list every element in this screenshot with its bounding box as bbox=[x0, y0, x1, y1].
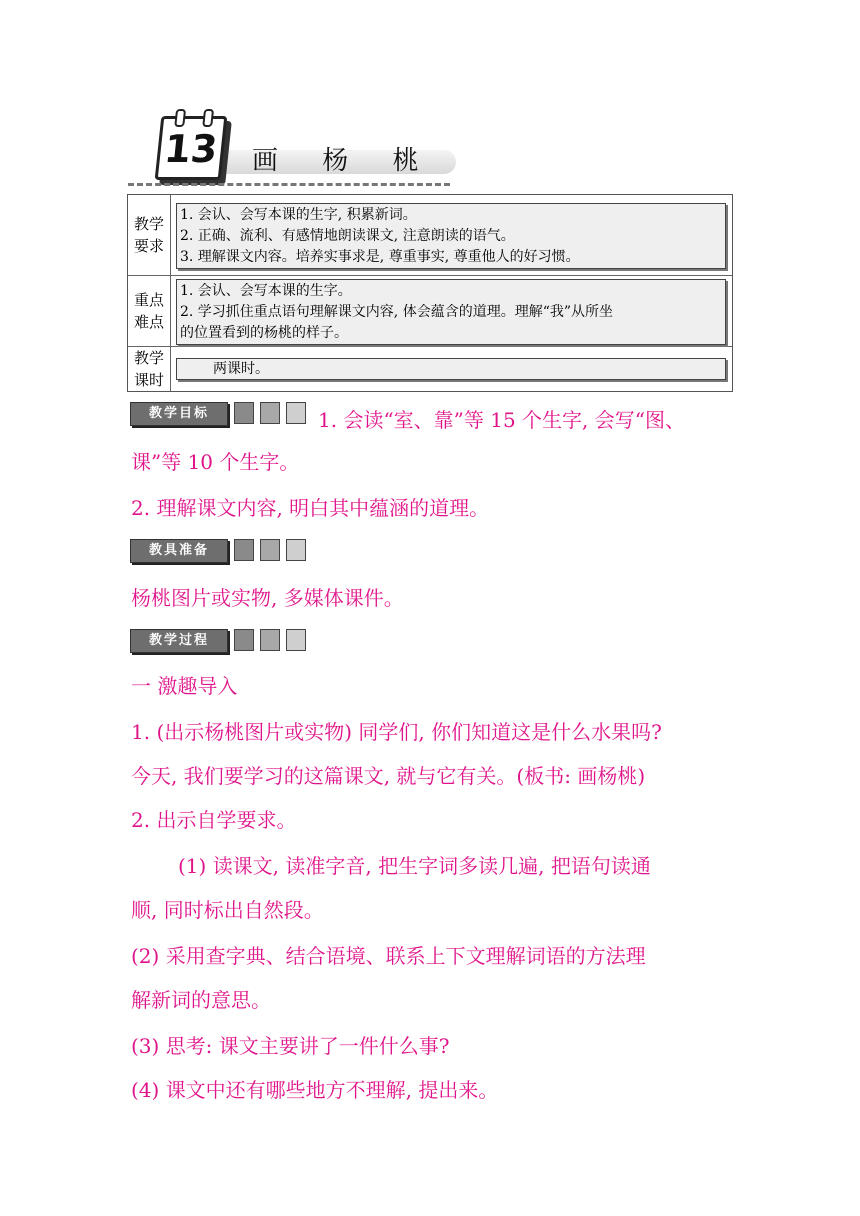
lesson-title: 画 杨 桃 bbox=[252, 146, 437, 176]
goal-item: 2. 理解课文内容, 明白其中蕴涵的道理。 bbox=[131, 496, 490, 520]
process-line: 1. (出示杨桃图片或实物) 同学们, 你们知道这是什么水果吗? bbox=[131, 720, 662, 744]
requirements-box bbox=[176, 203, 726, 269]
lesson-number: 13 bbox=[162, 127, 220, 171]
process-line: (1) 读课文, 读准字音, 把生字词多读几遍, 把语句读通 bbox=[178, 854, 651, 878]
class-hours-box bbox=[176, 358, 726, 380]
key-point-item: 2. 学习抓住重点语句理解课文内容, 体会蕴含的道理。理解“我”从所坐 bbox=[180, 304, 614, 320]
banner-square bbox=[260, 402, 280, 424]
banner-square bbox=[286, 629, 306, 651]
process-line: 解新词的意思。 bbox=[131, 988, 271, 1012]
requirement-item: 3. 理解课文内容。培养实事求是, 尊重事实, 尊重他人的好习惯。 bbox=[180, 249, 580, 265]
key-point-item: 的位置看到的杨桃的样子。 bbox=[180, 325, 348, 341]
banner-square bbox=[286, 539, 306, 561]
goals-banner bbox=[130, 400, 320, 426]
process-heading: 一 激趣导入 bbox=[131, 674, 238, 698]
process-line: 2. 出示自学要求。 bbox=[131, 808, 297, 832]
header-dashed-rule bbox=[128, 183, 450, 186]
banner-square bbox=[234, 402, 254, 424]
goals-banner-label: 教学目标 bbox=[130, 402, 228, 426]
lesson-number-badge bbox=[155, 116, 228, 180]
process-line: (4) 课文中还有哪些地方不理解, 提出来。 bbox=[131, 1078, 499, 1102]
process-banner bbox=[130, 627, 320, 653]
banner-square bbox=[260, 629, 280, 651]
banner-square bbox=[286, 402, 306, 424]
banner-square bbox=[260, 539, 280, 561]
goal-item: 课”等 10 个生字。 bbox=[131, 450, 300, 474]
key-points-box bbox=[176, 279, 726, 345]
tools-banner-label: 教具准备 bbox=[130, 539, 228, 563]
requirement-item: 2. 正确、流利、有感情地朗读课文, 注意朗读的语气。 bbox=[180, 228, 515, 244]
key-point-item: 1. 会认、会写本课的生字。 bbox=[180, 283, 352, 299]
class-hours-label: 教学 课时 bbox=[133, 349, 164, 389]
process-line: 今天, 我们要学习的这篇课文, 就与它有关。(板书: 画杨桃) bbox=[131, 764, 646, 788]
process-line: 顺, 同时标出自然段。 bbox=[131, 898, 324, 922]
lesson-info-table bbox=[127, 194, 733, 392]
table-row-divider bbox=[128, 275, 732, 276]
tools-banner bbox=[130, 537, 320, 563]
lesson-header bbox=[128, 110, 458, 192]
process-line: (3) 思考: 课文主要讲了一件什么事? bbox=[131, 1034, 450, 1058]
banner-square bbox=[234, 629, 254, 651]
requirement-item: 1. 会认、会写本课的生字, 积累新词。 bbox=[180, 207, 417, 223]
table-column-divider bbox=[170, 195, 171, 391]
key-points-label: 重点 难点 bbox=[133, 291, 164, 331]
goal-item: 1. 会读“室、靠”等 15 个生字, 会写“图、 bbox=[318, 408, 685, 432]
requirements-label: 教学 要求 bbox=[133, 215, 164, 255]
process-line: (2) 采用查字典、结合语境、联系上下文理解词语的方法理 bbox=[131, 944, 646, 968]
banner-square bbox=[234, 539, 254, 561]
tools-text: 杨桃图片或实物, 多媒体课件。 bbox=[131, 586, 404, 610]
process-banner-label: 教学过程 bbox=[130, 629, 228, 653]
table-row-divider bbox=[128, 346, 732, 347]
class-hours-value: 两课时。 bbox=[213, 361, 269, 377]
